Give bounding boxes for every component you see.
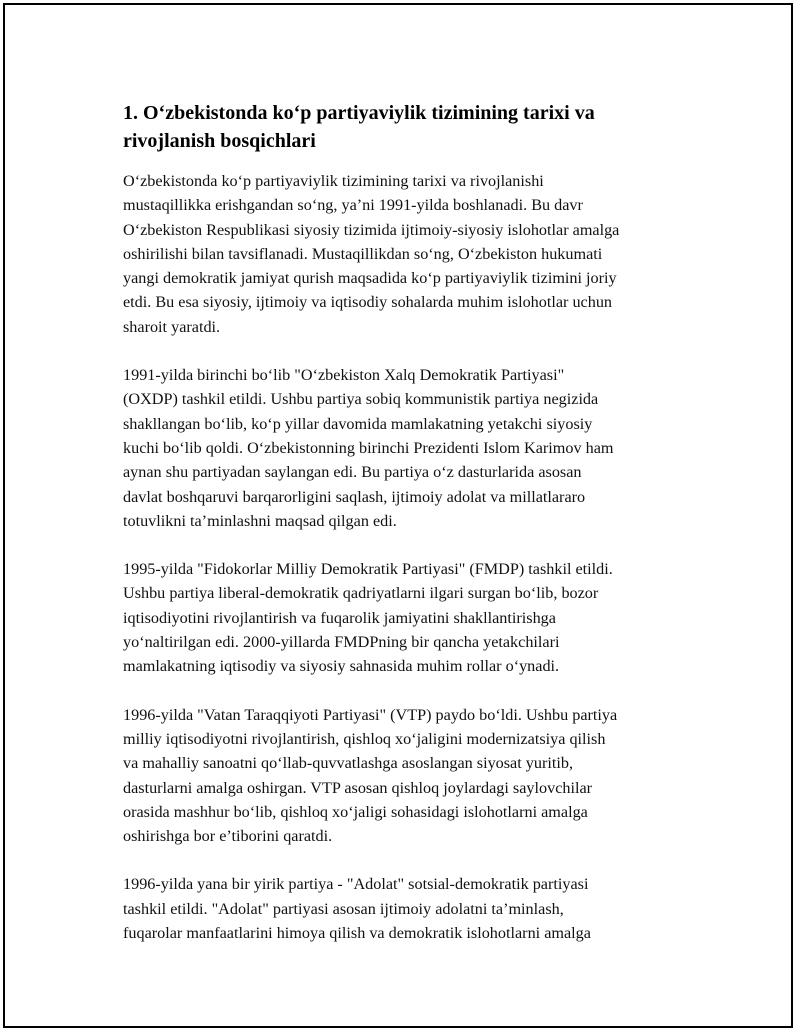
text-line: 1991-yilda birinchi bo‘lib "O‘zbekiston Xalq Demokratik Partiyasi" [123, 366, 565, 385]
text-line: yo‘naltirilgan edi. 2000-yillarda FMDPning bir qancha yetakchilari [123, 633, 560, 652]
text-line: va mahalliy sanoatni qo‘llab-quvvatlashga asoslangan siyosat yuritib, [123, 754, 574, 773]
heading-line: 1. O‘zbekistonda ko‘p partiyaviylik tizimining tarixi va [123, 102, 595, 124]
text-line: oshirishga bor e’tiborini qaratdi. [123, 827, 333, 846]
text-line: O‘zbekistonda ko‘p partiyaviylik tizimining tarixi va rivojlanishi [123, 172, 544, 190]
text-line: etdi. Bu esa siyosiy, ijtimoiy va iqtisodiy sohalarda muhim islohotlar uchun [123, 293, 613, 312]
text-line: aynan shu partiyadan saylangan edi. Bu partiya o‘z dasturlarida asosan [123, 463, 582, 482]
text-line: kuchi bo‘lib qoldi. O‘zbekistonning birinchi Prezidenti Islom Karimov ham [123, 438, 614, 457]
text-line: shakllangan bo‘lib, ko‘p yillar davomida mamlakatning yetakchi siyosiy [123, 414, 593, 433]
text-line: oshirilishi bilan tavsiflanadi. Mustaqillikdan so‘ng, O‘zbekiston hukumati [123, 244, 603, 263]
paragraph-vtp [123, 703, 693, 849]
page-frame [3, 3, 793, 1028]
text-line: mustaqillikka erishgandan so‘ng, ya’ni 1991-yilda boshlanadi. Bu davr [123, 196, 583, 215]
text-line: totuvlikni ta’minlashni maqsad qilgan edi. [123, 511, 397, 530]
section-heading [123, 99, 693, 155]
text-line: 1996-yilda yana bir yirik partiya - "Adolat" sotsial-demokratik partiyasi [123, 875, 589, 894]
text-line: (OXDP) tashkil etildi. Ushbu partiya sobiq kommunistik partiya negizida [123, 390, 599, 409]
text-line: O‘zbekiston Respublikasi siyosiy tizimida ijtimoiy-siyosiy islohotlar amalga [123, 220, 620, 239]
text-line: fuqarolar manfaatlarini himoya qilish va demokratik islohotlarni amalga [123, 924, 591, 943]
text-line: mamlakatning iqtisodiy va siyosiy sahnasida muhim rollar o‘ynadi. [123, 657, 560, 676]
text-line: davlat boshqaruvi barqarorligini saqlash, ijtimoiy adolat va millatlararo [123, 487, 586, 506]
paragraph-oxdp [123, 363, 693, 533]
text-line: yangi demokratik jamiyat qurish maqsadida ko‘p partiyaviylik tizimini joriy [123, 269, 617, 288]
paragraph-intro [123, 169, 693, 339]
document-body [123, 99, 693, 969]
text-line: dasturlarni amalga oshirgan. VTP asosan qishloq joylardagi saylovchilar [123, 778, 593, 797]
text-line: tashkil etildi. "Adolat" partiyasi asosan ijtimoiy adolatni ta’minlash, [123, 899, 564, 918]
paragraph-fmdp [123, 557, 693, 678]
text-line: Ushbu partiya liberal-demokratik qadriyatlarni ilgari surgan bo‘lib, bozor [123, 584, 599, 603]
text-line: milliy iqtisodiyotni rivojlantirish, qishloq xo‘jaligini modernizatsiya qilish [123, 729, 606, 748]
text-line: 1995-yilda "Fidokorlar Milliy Demokratik Partiyasi" (FMDP) tashkil etildi. [123, 560, 613, 579]
text-line: iqtisodiyotini rivojlantirish va fuqarolik jamiyatini shakllantirishga [123, 608, 556, 627]
paragraph-adolat [123, 872, 693, 945]
text-line: orasida mashhur bo‘lib, qishloq xo‘jaligi sohasidagi islohotlarni amalga [123, 802, 588, 821]
text-line: sharoit yaratdi. [123, 317, 221, 336]
text-line: 1996-yilda "Vatan Taraqqiyoti Partiyasi" (VTP) paydo bo‘ldi. Ushbu partiya [123, 705, 618, 724]
heading-line: rivojlanish bosqichlari [123, 130, 316, 152]
